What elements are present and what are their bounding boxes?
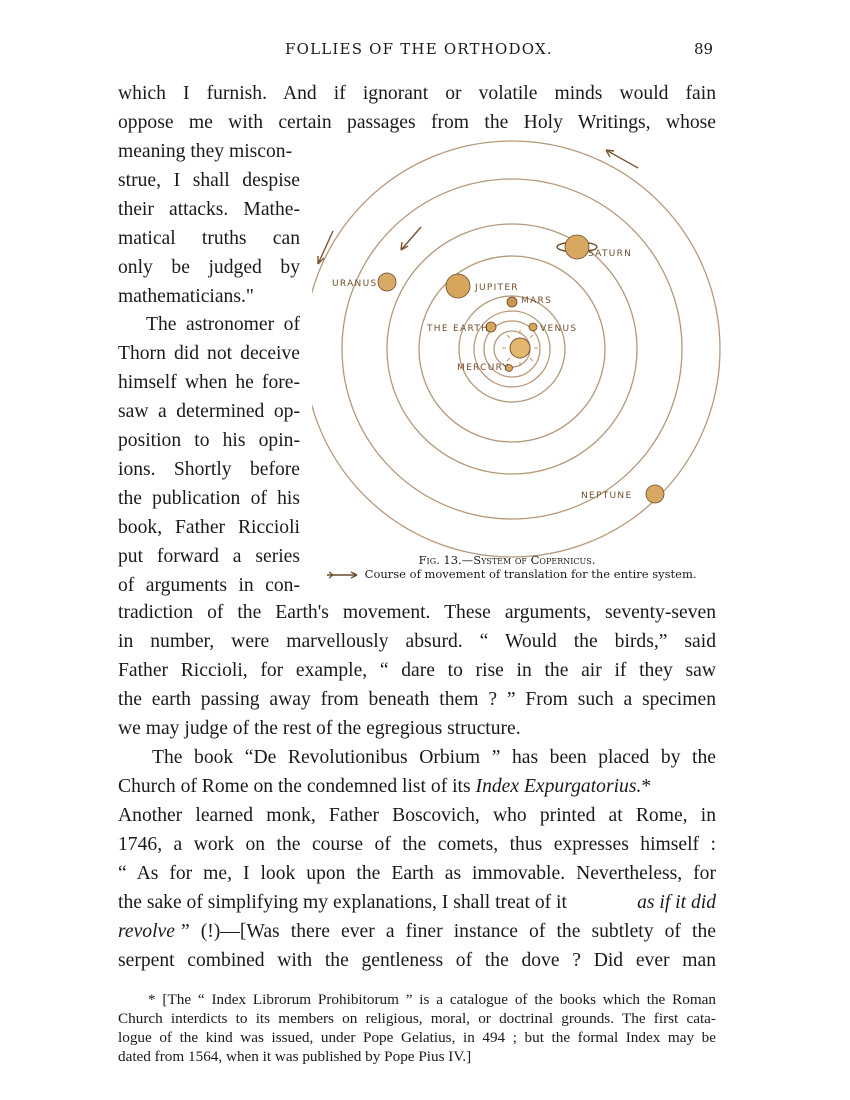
text-line: “ As for me, I look upon the Earth as immovable. Nevertheless, for (118, 863, 716, 884)
arrow-legend-icon (325, 570, 361, 580)
label-venus: VENUS (540, 324, 578, 334)
text-line: ions. Shortly before (118, 459, 300, 480)
page-header (0, 40, 850, 64)
legend-text: Course of movement of translation for the entire system. (364, 567, 697, 581)
text-segment: Church of Rome on the condemned list of its (118, 776, 471, 797)
text-line: saw a determined op- (118, 401, 300, 422)
text-line: put forward a series (118, 546, 300, 567)
text-line: which I furnish. And if ignorant or volatile minds would fain (118, 83, 716, 104)
text-line: position to his opin- (118, 430, 300, 451)
label-mars: MARS (521, 296, 553, 306)
italic-title: Index Expurgatorius. (475, 776, 642, 797)
text-line (118, 917, 716, 946)
italic-phrase: revolve (118, 921, 175, 942)
label-neptune: NEPTUNE (581, 491, 633, 501)
arrow-upper-left (401, 227, 421, 250)
text-line: serpent combined with the gentleness of the dove ? Did ever man (118, 950, 716, 971)
label-mercury: MERCURY (457, 363, 510, 373)
figure-caption (312, 553, 702, 567)
label-uranus: URANUS (332, 279, 378, 289)
text-line: Thorn did not deceive (118, 343, 300, 364)
text-line (118, 888, 716, 917)
text-line: mathematicians." (118, 286, 254, 307)
text-line: book, Father Riccioli (118, 517, 300, 538)
text-line: only be judged by (118, 257, 300, 278)
footnote-line: dated from 1564, when it was published by Pope Pius IV.] (118, 1048, 472, 1065)
text-line: Another learned monk, Father Boscovich, who printed at Rome, in (118, 805, 716, 826)
solar-system-illustration (312, 140, 732, 580)
neptune-planet (646, 485, 664, 503)
text-line: The astronomer of (146, 314, 300, 335)
mars-planet (507, 297, 517, 307)
figure-legend (325, 567, 697, 581)
caption-title: Fig. 13.—System of Copernicus. (418, 553, 596, 567)
text-line: The book “De Revolutionibus Orbium ” has been placed by the (152, 747, 716, 768)
text-line: Father Riccioli, for example, “ dare to rise in the air if they saw (118, 660, 716, 681)
text-segment: the sake of simplifying my explanations, I shall treat of it (118, 892, 567, 913)
text-line: tradiction of the Earth's movement. These arguments, seventy-seven (118, 602, 716, 623)
label-earth: THE EARTH (427, 324, 490, 334)
text-line: of arguments in con- (118, 575, 300, 596)
text-segment: ” (!)—[Was there ever a finer instance of the subtlety of the (180, 921, 716, 942)
running-title: FOLLIES OF THE ORTHODOX. (285, 40, 553, 58)
text-line: their attacks. Mathe- (118, 199, 300, 220)
footnote-line: * [The “ Index Librorum Prohibitorum ” is a catalogue of the books which the Roman (148, 991, 716, 1008)
text-line: oppose me with certain passages from the Holy Writings, whose (118, 112, 716, 133)
copernican-diagram (312, 140, 732, 580)
label-jupiter: JUPITER (475, 283, 519, 293)
text-line: we may judge of the rest of the egregious structure. (118, 718, 521, 739)
text-line: the earth passing away from beneath them ? ” From such a specimen (118, 689, 716, 710)
text-line: strue, I shall despise (118, 170, 300, 191)
footnote-line: Church interdicts to its members on religious, moral, or doctrinal grounds. The first cata- (118, 1010, 716, 1027)
text-line: matical truths can (118, 228, 300, 249)
footnote-marker: * (641, 776, 652, 797)
label-saturn: SATURN (588, 249, 633, 259)
text-line: meaning they miscon- (118, 141, 293, 162)
venus-planet (529, 323, 537, 331)
text-line (118, 772, 716, 801)
footnote-line: logue of the kind was issued, under Pope Gelatius, in 494 ; but the formal Index may be (118, 1029, 716, 1046)
sun (510, 338, 530, 358)
saturn-planet (565, 235, 589, 259)
text-line: in number, were marvellously absurd. “ Would the birds,” said (118, 631, 716, 652)
uranus-planet (378, 273, 396, 291)
motion-arrows (318, 150, 638, 264)
text-line: the publication of his (118, 488, 300, 509)
page-number: 89 (694, 40, 714, 58)
text-line: himself when he fore- (118, 372, 300, 393)
italic-phrase: as if it did (637, 892, 716, 913)
jupiter-planet (446, 274, 470, 298)
text-line: 1746, a work on the course of the comets, thus expresses himself : (118, 834, 716, 855)
